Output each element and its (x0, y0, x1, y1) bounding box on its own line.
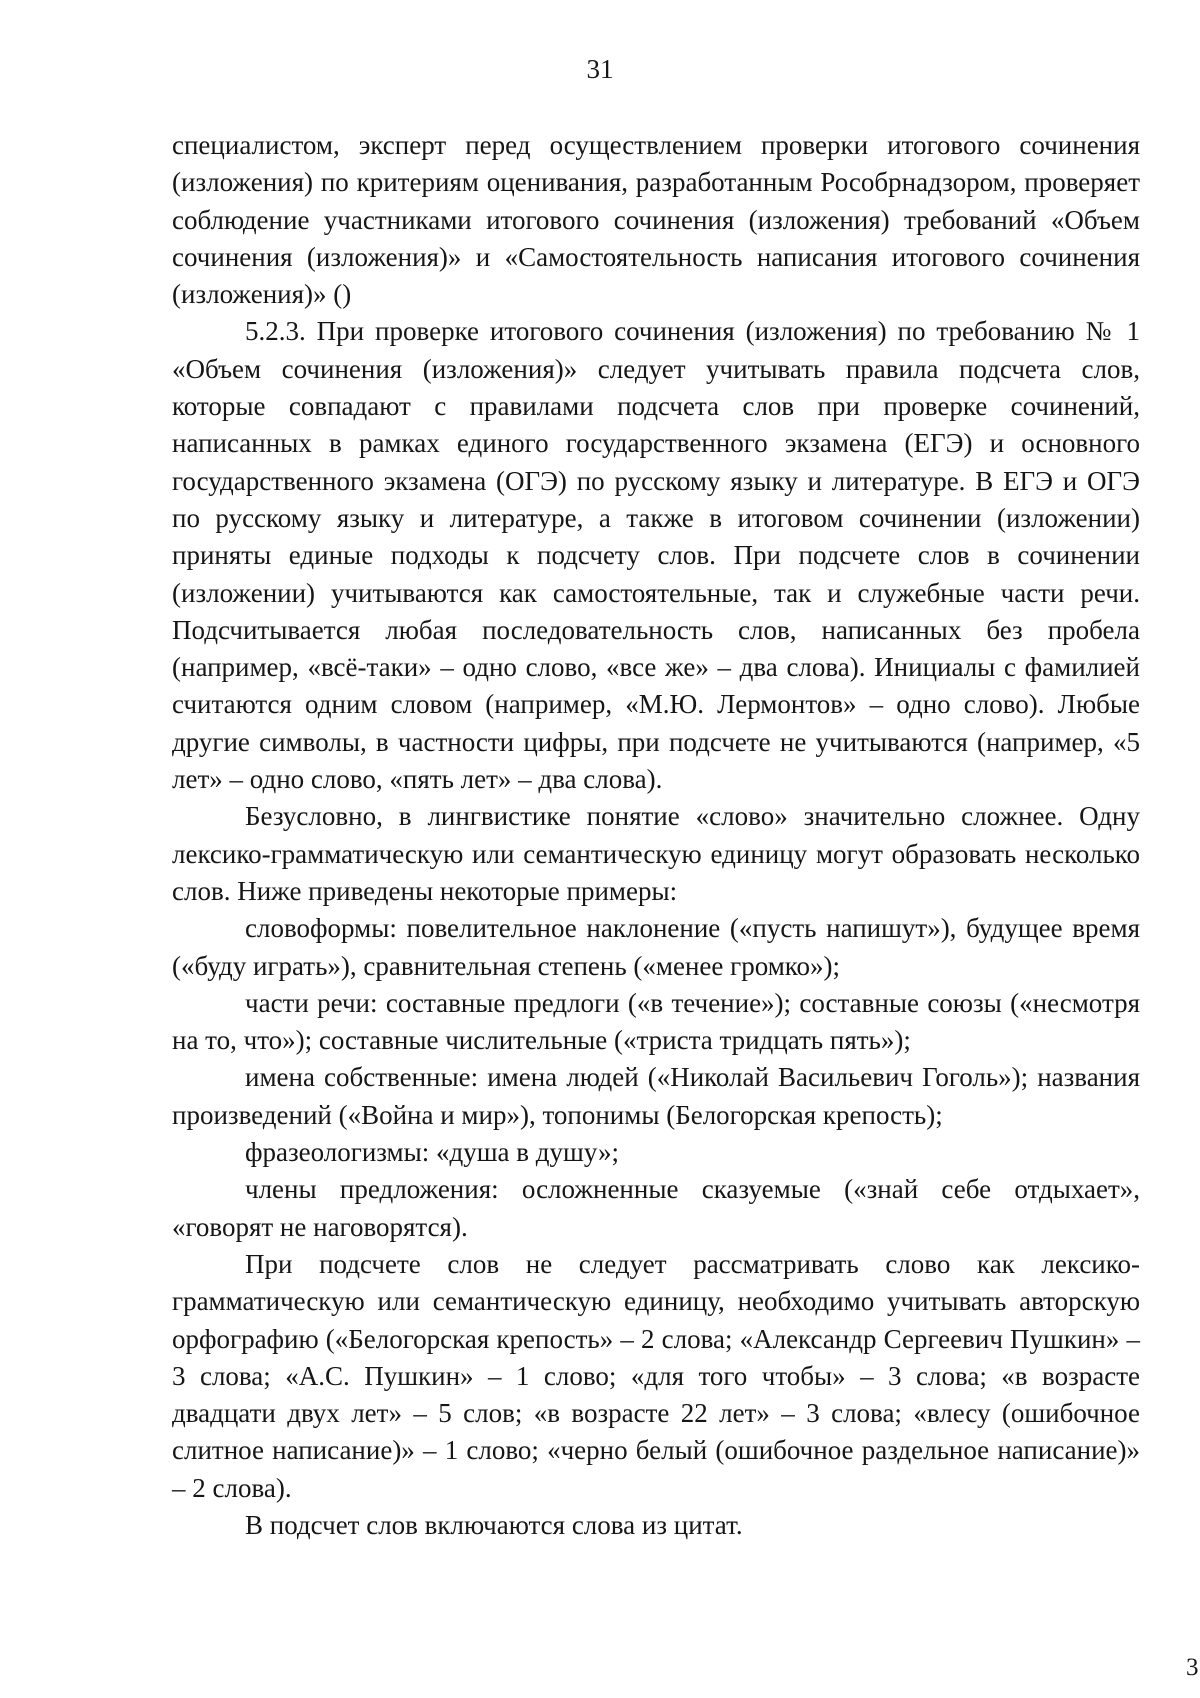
example-word-forms: словоформы: повелительное наклонение («пусть напишут»), будущее время («буду играть»), сравнительная степень («менее громко»); (172, 913, 1140, 981)
paragraph-author-spelling: При подсчете слов не следует рассматривать слово как лексико-грамматическую или семантическую единицу, необходимо учитывать авторскую орфографию («Белогорская крепость» – 2 слова; «Александр Сергеевич Пушкин» – 3 слова; «А.С. Пушкин» – 1 слово; «для того чтобы» – 3 слова; «в возрасте двадцати двух лет» – 5 слов; «в возрасте 22 лет» – 3 слова; «влесу (ошибочное слитное написание)» – 1 слово; «черно белый (ошибочное раздельное написание)» – 2 слова). (172, 1248, 1140, 1503)
document-body (172, 127, 1140, 1544)
example-parts-of-speech: части речи: составные предлоги («в течение»); составные союзы («несмотря на то, что»); составные числительные («триста тридцать пять»); (172, 987, 1140, 1056)
paragraph-word-count-rules: 5.2.3. При проверке итогового сочинения (изложения) по требованию № 1 «Объем сочинения (изложения)» следует учитывать правила подсчета слов, которые совпадают с правилами подсчета слов при проверке сочинений, написанных в рамках единого государственного экзамена (ЕГЭ) и основного государственного экзамена (ОГЭ) по русскому языку и литературе. В ЕГЭ и ОГЭ по русскому языку и литературе, а также в итоговом сочинении (изложении) приняты единые подходы к подсчету слов. При подсчете слов в сочинении (изложении) учитываются как самостоятельные, так и служебные части речи. Подсчитывается любая последовательность слов, написанных без пробела (например, «всё-таки» – одно слово, «все же» – два слова). Инициалы с фамилией считаются одним словом (например, «М.Ю. Лермонтов» – одно слово). Любые другие символы, в частности цифры, при подсчете не учитываются (например, «5 лет» – одно слово, «пять лет» – два слова). (172, 316, 1140, 795)
example-sentence-members: члены предложения: осложненные сказуемые («знай себе отдыхает», «говорят не наговорятся). (172, 1174, 1140, 1242)
paragraph-word-concept: Безусловно, в лингвистике понятие «слово» значительно сложнее. Одну лексико-грамматическую или семантическую единицу могут образовать несколько слов. Ниже приведены некоторые примеры: (172, 801, 1140, 906)
page-number: 31 (586, 54, 614, 84)
paragraph-continuation: специалистом, эксперт перед осуществлением проверки итогового сочинения (изложения) по критериям оценивания, разработанным Рособрнадзором, проверяет соблюдение участниками итогового сочинения (изложения) требований «Объем сочинения (изложения)» и «Самостоятельность написания итогового сочинения (изложения)» () (172, 130, 1140, 310)
corner-mark: 3 (1186, 1654, 1199, 1681)
paragraph-quotes: В подсчет слов включаются слова из цитат. (245, 1509, 743, 1540)
example-idioms: фразеологизмы: «душа в душу»; (245, 1137, 619, 1168)
example-proper-names: имена собственные: имена людей («Николай Васильевич Гоголь»); названия произведений («Война и мир»), топонимы (Белогорская крепость); (172, 1062, 1140, 1130)
